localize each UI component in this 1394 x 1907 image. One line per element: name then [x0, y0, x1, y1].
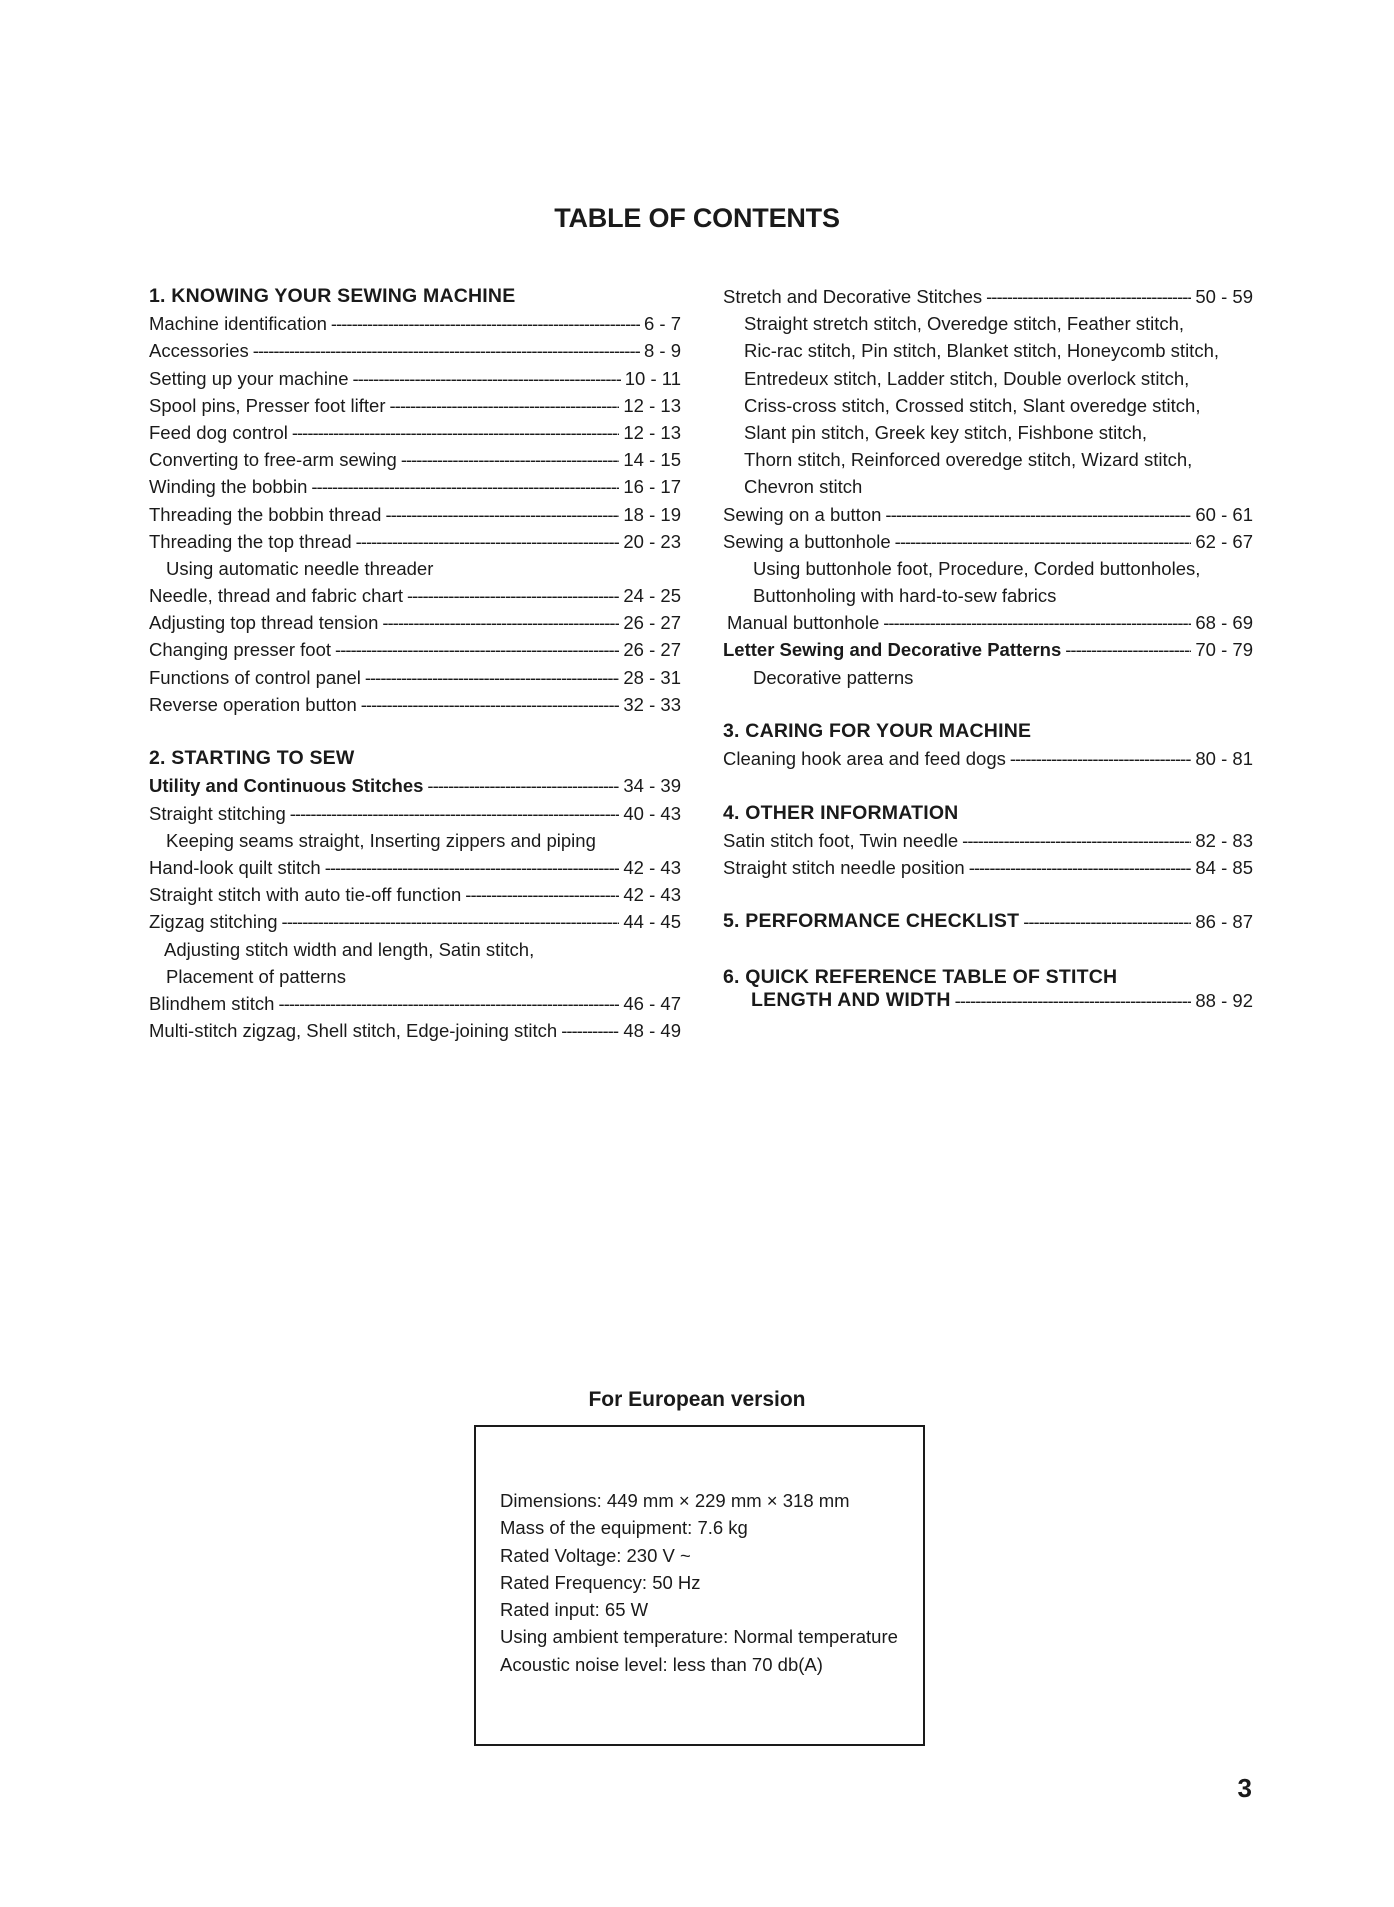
- entry-pages: 16 - 17: [623, 476, 681, 498]
- entry-pages: 26 - 27: [623, 612, 681, 634]
- toc-entry[interactable]: [149, 419, 681, 446]
- entry-label: Winding the bobbin: [149, 476, 308, 498]
- entry-label: Stretch and Decorative Stitches: [723, 286, 983, 307]
- toc-subentry: Ric-rac stitch, Pin stitch, Blanket stitch, Honeycomb stitch,: [744, 340, 1219, 362]
- entry-pages: 24 - 25: [623, 585, 681, 607]
- dot-leader: [331, 310, 640, 337]
- page-number: 3: [1237, 1773, 1252, 1803]
- dot-leader: [427, 772, 619, 799]
- dot-leader: [356, 528, 620, 555]
- entry-pages: 42 - 43: [623, 856, 681, 878]
- toc-subentry: Buttonholing with hard-to-sew fabrics: [753, 585, 1057, 607]
- spec-noise: Acoustic noise level: less than 70 db(A): [500, 1653, 823, 1675]
- dot-leader: [278, 990, 619, 1017]
- dot-leader: [986, 283, 1191, 310]
- toc-entry[interactable]: [723, 528, 1253, 555]
- entry-pages: 86 - 87: [1195, 911, 1253, 933]
- dot-leader: [325, 854, 620, 881]
- entry-label: Needle, thread and fabric chart: [149, 585, 404, 607]
- entry-pages: 48 - 49: [623, 1020, 681, 1042]
- spacer: [723, 772, 1253, 799]
- entry-label: Sewing on a button: [723, 503, 882, 525]
- entry-label: Converting to free-arm sewing: [149, 449, 397, 471]
- entry-label: Sewing a buttonhole: [723, 530, 891, 552]
- dot-leader: [253, 337, 640, 364]
- entry-pages: 28 - 31: [623, 666, 681, 688]
- entry-label: Machine identification: [149, 313, 327, 335]
- entry-pages: 14 - 15: [623, 449, 681, 471]
- entry-pages: 46 - 47: [623, 992, 681, 1014]
- toc-subentry: Using automatic needle threader: [166, 557, 434, 579]
- toc-entry[interactable]: [149, 990, 681, 1017]
- toc-entry[interactable]: [149, 337, 681, 364]
- dot-leader: [885, 501, 1191, 528]
- entry-label: Multi-stitch zigzag, Shell stitch, Edge-joining stitch: [149, 1020, 558, 1042]
- toc-entry[interactable]: [149, 528, 681, 555]
- toc-entry[interactable]: [723, 501, 1253, 528]
- european-spec-box: [474, 1425, 925, 1746]
- toc-subentry: Using buttonhole foot, Procedure, Corded buttonholes,: [753, 557, 1201, 579]
- toc-entry[interactable]: [723, 745, 1253, 772]
- entry-pages: 84 - 85: [1195, 856, 1253, 878]
- dot-leader: [365, 664, 620, 691]
- entry-pages: 10 - 11: [624, 367, 681, 389]
- entry-pages: 70 - 79: [1195, 639, 1253, 661]
- spec-list: [500, 1487, 898, 1678]
- toc-entry[interactable]: [149, 446, 681, 473]
- spec-voltage: Rated Voltage: 230 V ~: [500, 1544, 691, 1566]
- entry-label: Utility and Continuous Stitches: [149, 775, 424, 797]
- toc-entry[interactable]: [149, 772, 681, 799]
- entry-pages: 18 - 19: [623, 503, 681, 525]
- entry-pages: 44 - 45: [623, 911, 681, 933]
- toc-entry[interactable]: [149, 392, 681, 419]
- toc-subentry: Thorn stitch, Reinforced overedge stitch, Wizard stitch,: [744, 449, 1193, 471]
- dot-leader: [292, 419, 620, 446]
- toc-subentry: Entredeux stitch, Ladder stitch, Double overlock stitch,: [744, 367, 1190, 389]
- entry-pages: 34 - 39: [623, 775, 681, 797]
- dot-leader: [290, 800, 620, 827]
- entry-pages: 82 - 83: [1195, 829, 1253, 851]
- toc-entry[interactable]: [149, 609, 681, 636]
- spacer: [723, 881, 1253, 908]
- entry-label: Functions of control panel: [149, 666, 361, 688]
- entry-pages: 12 - 13: [623, 394, 681, 416]
- dot-leader: [282, 908, 620, 935]
- toc-right-column: [723, 283, 1253, 1012]
- dot-leader: [955, 989, 1192, 1012]
- dot-leader: [1023, 908, 1191, 935]
- entry-pages: 50 - 59: [1195, 286, 1253, 307]
- toc-entry[interactable]: [149, 854, 681, 881]
- entry-label: Satin stitch foot, Twin needle: [723, 829, 959, 851]
- european-version-title: For European version: [588, 1388, 806, 1411]
- dot-leader: [883, 609, 1191, 636]
- spec-frequency: Rated Frequency: 50 Hz: [500, 1571, 701, 1593]
- dot-leader: [361, 691, 620, 718]
- entry-label: Threading the top thread: [149, 530, 352, 552]
- dot-leader: [407, 582, 619, 609]
- toc-entry[interactable]: [149, 1017, 681, 1044]
- toc-entry[interactable]: [149, 664, 681, 691]
- toc-entry[interactable]: [149, 881, 681, 908]
- spec-input: Rated input: 65 W: [500, 1599, 649, 1621]
- dot-leader: [353, 365, 621, 392]
- toc-subentry: Keeping seams straight, Inserting zippers and piping: [166, 829, 596, 851]
- spacer: [723, 691, 1253, 718]
- entry-label: Spool pins, Presser foot lifter: [149, 394, 386, 416]
- entry-pages: 6 - 7: [643, 313, 681, 335]
- toc-subentry: Criss-cross stitch, Crossed stitch, Slant overedge stitch,: [744, 394, 1201, 416]
- entry-pages: 8 - 9: [643, 340, 681, 362]
- toc-subentry: Chevron stitch: [744, 476, 863, 498]
- dot-leader: [335, 636, 619, 663]
- entry-pages: 40 - 43: [623, 802, 681, 824]
- entry-label: Changing presser foot: [149, 639, 332, 661]
- toc-entry-quick-reference[interactable]: [723, 989, 1253, 1012]
- dot-leader: [311, 473, 619, 500]
- entry-pages: 26 - 27: [623, 639, 681, 661]
- entry-label: Straight stitching: [149, 802, 286, 824]
- entry-label: Letter Sewing and Decorative Patterns: [723, 639, 1062, 661]
- section-heading-quick-reference-cont: LENGTH AND WIDTH: [751, 988, 951, 1011]
- entry-label: Straight stitch with auto tie-off function: [149, 884, 462, 906]
- toc-subentry: Slant pin stitch, Greek key stitch, Fishbone stitch,: [744, 421, 1148, 443]
- entry-pages: 32 - 33: [623, 693, 681, 715]
- section-heading-starting-to-sew: 2. STARTING TO SEW: [149, 747, 355, 770]
- toc-entry[interactable]: [149, 365, 681, 392]
- toc-entry[interactable]: [149, 473, 681, 500]
- toc-subentry: Placement of patterns: [166, 965, 346, 987]
- page-title: TABLE OF CONTENTS: [554, 203, 840, 233]
- dot-leader: [895, 528, 1192, 555]
- entry-pages: 42 - 43: [623, 884, 681, 906]
- entry-label: Hand-look quilt stitch: [149, 856, 321, 878]
- dot-leader: [385, 501, 619, 528]
- dot-leader: [401, 446, 620, 473]
- dot-leader: [465, 881, 619, 908]
- toc-subentry: Adjusting stitch width and length, Satin stitch,: [164, 938, 535, 960]
- entry-pages: 20 - 23: [623, 530, 681, 552]
- toc-entry[interactable]: [723, 827, 1253, 854]
- entry-pages: 62 - 67: [1195, 530, 1253, 552]
- entry-label: Cleaning hook area and feed dogs: [723, 748, 1006, 770]
- toc-entry[interactable]: [149, 691, 681, 718]
- dot-leader: [390, 392, 620, 419]
- entry-label: Adjusting top thread tension: [149, 612, 379, 634]
- toc-entry[interactable]: [149, 800, 681, 827]
- dot-leader: [1010, 745, 1192, 772]
- entry-label: Threading the bobbin thread: [149, 503, 382, 525]
- toc-entry[interactable]: [723, 283, 1253, 310]
- entry-label: Reverse operation button: [149, 693, 357, 715]
- entry-pages: 12 - 13: [623, 421, 681, 443]
- dot-leader: [969, 854, 1192, 881]
- section-heading-other-info: 4. OTHER INFORMATION: [723, 801, 959, 824]
- entry-pages: 68 - 69: [1195, 612, 1253, 634]
- toc-subentry: Decorative patterns: [753, 666, 914, 688]
- dot-leader: [561, 1017, 619, 1044]
- toc-entry[interactable]: [723, 854, 1253, 881]
- entry-label: Manual buttonhole: [727, 612, 880, 634]
- entry-label: Feed dog control: [149, 421, 288, 443]
- toc-entry-performance-checklist[interactable]: [723, 908, 1253, 935]
- entry-pages: 80 - 81: [1195, 748, 1253, 770]
- entry-label: Setting up your machine: [149, 367, 349, 389]
- toc-left-column: [149, 283, 681, 1044]
- spacer: [149, 718, 681, 745]
- entry-label: Accessories: [149, 340, 249, 362]
- spec-dimensions: Dimensions: 449 mm × 229 mm × 318 mm: [500, 1490, 850, 1511]
- section-heading-caring: 3. CARING FOR YOUR MACHINE: [723, 720, 1032, 742]
- toc-entry[interactable]: [149, 908, 681, 935]
- dot-leader: [1065, 636, 1191, 663]
- entry-pages: 88 - 92: [1195, 989, 1253, 1011]
- dot-leader: [962, 827, 1191, 854]
- spec-mass: Mass of the equipment: 7.6 kg: [500, 1517, 748, 1539]
- entry-label: Zigzag stitching: [149, 911, 278, 933]
- toc-subentry: Straight stretch stitch, Overedge stitch, Feather stitch,: [744, 313, 1185, 335]
- section-heading-performance: 5. PERFORMANCE CHECKLIST: [723, 910, 1020, 933]
- section-heading-quick-reference: 6. QUICK REFERENCE TABLE OF STITCH: [723, 965, 1118, 988]
- entry-label: Blindhem stitch: [149, 992, 275, 1014]
- section-heading-knowing-machine: 1. KNOWING YOUR SEWING MACHINE: [149, 285, 516, 307]
- toc-entry[interactable]: [149, 582, 681, 609]
- spec-temperature: Using ambient temperature: Normal temperature: [500, 1626, 898, 1648]
- toc-entry[interactable]: [149, 636, 681, 663]
- toc-entry[interactable]: [723, 609, 1253, 636]
- toc-entry[interactable]: [723, 636, 1253, 663]
- entry-label: Straight stitch needle position: [723, 856, 965, 878]
- spacer: [723, 936, 1253, 966]
- entry-pages: 60 - 61: [1195, 503, 1253, 525]
- dot-leader: [382, 609, 619, 636]
- toc-entry[interactable]: [149, 310, 681, 337]
- toc-entry[interactable]: [149, 501, 681, 528]
